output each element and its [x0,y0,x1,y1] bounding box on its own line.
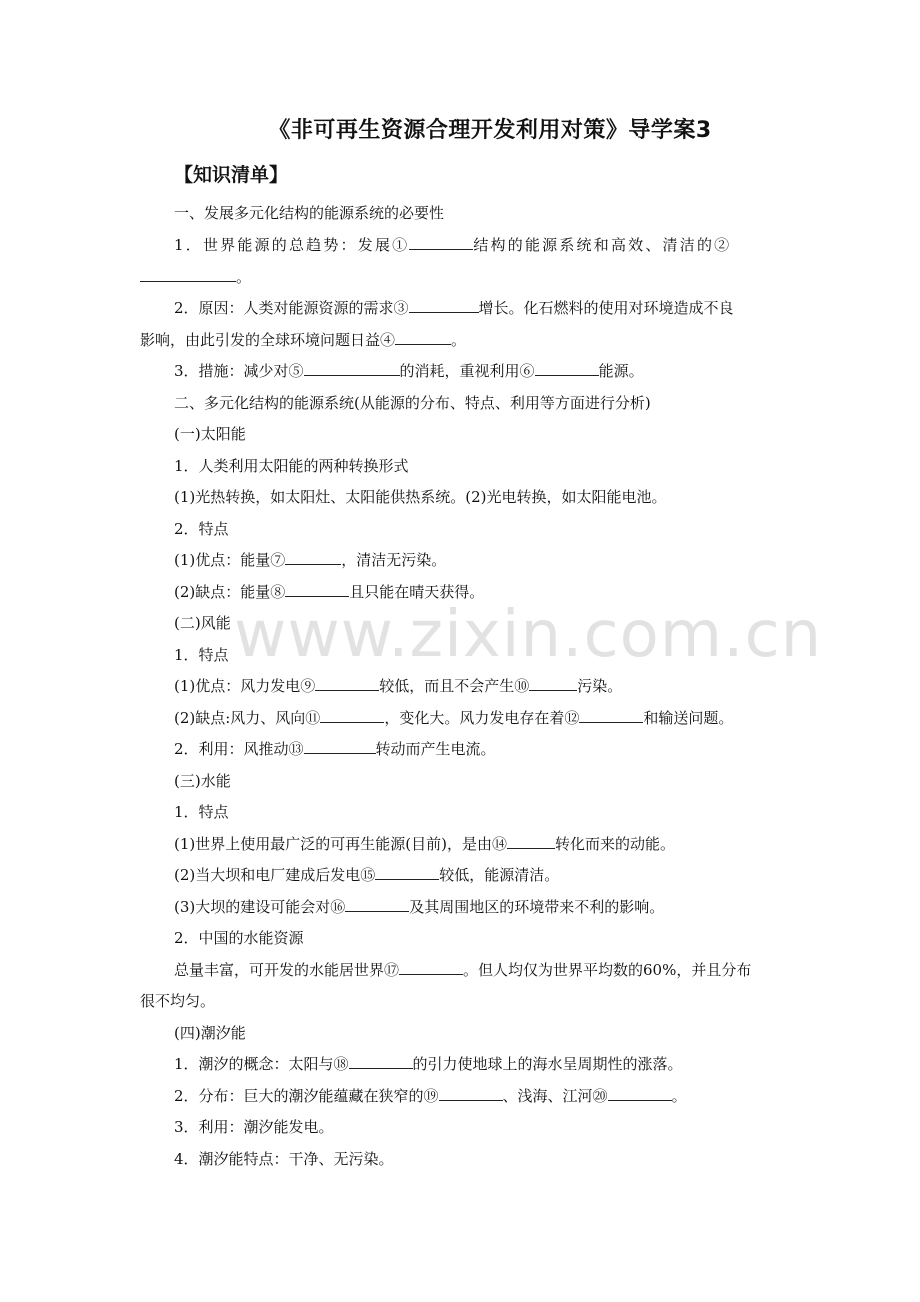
blank-14[interactable] [507,834,555,849]
item-reason-cont: 影响，由此引发的全球环境问题日益④ 。 [140,331,467,349]
blank-7[interactable] [285,550,341,565]
solar-features: 2．特点 [174,520,229,538]
solar-forms-detail: (1)光热转换，如太阳灶、太阳能供热系统。(2)光电转换，如太阳能电池。 [174,488,667,506]
item-measures: 3．措施：减少对⑤ 的消耗，重视利用⑥ 能源。 [174,362,644,380]
blank-11[interactable] [320,708,384,723]
watermark: www.zixin.com.cn [234,598,823,672]
section-heading: 【知识清单】 [174,164,289,186]
blank-16[interactable] [345,897,409,912]
blank-10[interactable] [529,676,577,691]
hydro-china-detail-cont: 很不均匀。 [140,992,216,1010]
item-trend-cont: 。 [140,267,251,287]
subheading-wind: (二)风能 [174,614,231,632]
blank-2[interactable] [140,267,236,282]
blank-9[interactable] [315,676,379,691]
heading-system: 二、多元化结构的能源系统(从能源的分布、特点、利用等方面进行分析) [174,394,651,412]
tidal-use: 3．利用：潮汐能发电。 [174,1118,334,1136]
wind-cons: (2)缺点:风力、风向⑪ ，变化大。风力发电存在着⑫ 和输送问题。 [174,709,734,727]
tidal-features: 4．潮汐能特点：干净、无污染。 [174,1150,394,1168]
item-reason: 2．原因：人类对能源资源的需求③ 增长。化石燃料的使用对环境造成不良 [174,299,734,317]
solar-forms: 1．人类利用太阳能的两种转换形式 [174,457,409,475]
wind-pros: (1)优点：风力发电⑨ 较低，而且不会产生⑩ 污染。 [174,677,623,695]
blank-5[interactable] [304,361,400,376]
blank-20[interactable] [608,1086,672,1101]
item-trend: 1．世界能源的总趋势：发展① 结构的能源系统和高效、清洁的② [174,236,732,254]
blank-3[interactable] [409,298,479,313]
blank-1[interactable] [409,235,473,250]
hydro-features: 1．特点 [174,803,229,821]
heading-necessity: 一、发展多元化结构的能源系统的必要性 [174,204,445,222]
solar-cons: (2)缺点：能量⑧ 且只能在晴天获得。 [174,583,485,601]
wind-use: 2．利用：风推动⑬ 转动而产生电流。 [174,740,496,758]
hydro-feature-1: (1)世界上使用最广泛的可再生能源(目前)，是由⑭ 转化而来的动能。 [174,835,675,853]
blank-4[interactable] [395,330,451,345]
blank-6[interactable] [535,361,599,376]
subheading-solar: (一)太阳能 [174,425,246,443]
blank-15[interactable] [375,865,439,880]
hydro-china-detail: 总量丰富，可开发的水能居世界⑰ 。但人均仅为世界平均数的60%，并且分布 [174,961,752,979]
subheading-hydro: (三)水能 [174,772,231,790]
blank-13[interactable] [304,739,376,754]
subheading-tidal: (四)潮汐能 [174,1024,246,1042]
blank-8[interactable] [285,582,349,597]
blank-19[interactable] [439,1086,503,1101]
blank-18[interactable] [349,1054,413,1069]
page-title: 《非可再生资源合理开发利用对策》导学案3 [268,118,712,143]
solar-pros: (1)优点：能量⑦ ，清洁无污染。 [174,551,447,569]
hydro-china: 2．中国的水能资源 [174,929,304,947]
tidal-distribution: 2．分布：巨大的潮汐能蕴藏在狭窄的⑲ 、浅海、江河⑳ 。 [174,1087,687,1105]
hydro-feature-3: (3)大坝的建设可能会对⑯ 及其周围地区的环境带来不利的影响。 [174,898,665,916]
wind-features: 1．特点 [174,646,229,664]
blank-12[interactable] [579,708,643,723]
tidal-concept: 1．潮汐的概念：太阳与⑱ 的引力使地球上的海水呈周期性的涨落。 [174,1055,683,1073]
hydro-feature-2: (2)当大坝和电厂建成后发电⑮ 较低，能源清洁。 [174,866,560,884]
blank-17[interactable] [399,960,463,975]
